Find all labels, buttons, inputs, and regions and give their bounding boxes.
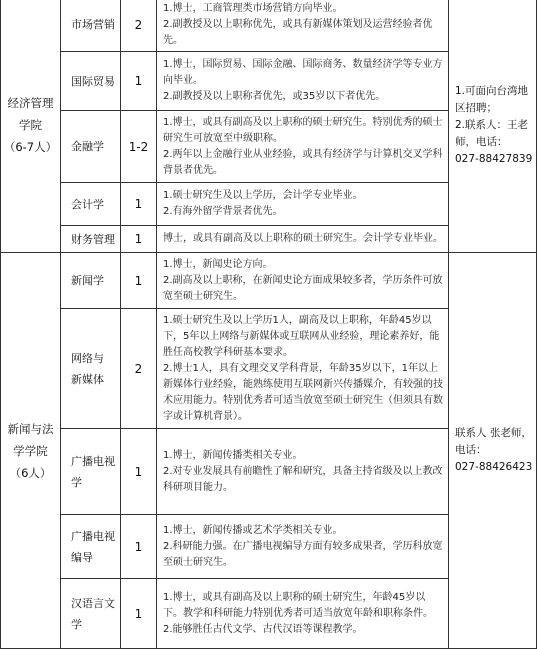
count-cell: 1: [121, 52, 157, 111]
table-row: [1, 253, 537, 309]
major-cell: 网络与 新媒体: [61, 309, 121, 429]
table-row: [1, 0, 537, 52]
count-cell: 1: [121, 429, 157, 515]
count-cell: 2: [121, 309, 157, 429]
count-cell: 1: [121, 183, 157, 226]
major-cell: 会计学: [61, 183, 121, 226]
major-cell: 新闻学: [61, 253, 121, 309]
major-cell: 金融学: [61, 111, 121, 183]
requirement-cell: 1.博士，新闻传播或艺术学类相关专业。 2.科研能力强。在广播电视编导方面有较多成果者，学历科放宽至硕士研究生。: [157, 515, 449, 579]
count-cell: 1: [121, 253, 157, 309]
requirement-cell: 1.博士，新闻史论方向。 2.副高及以上职称，在新闻史论方面成果较多者，学历条件可放宽至硕士研究生。: [157, 253, 449, 309]
count-cell: 1: [121, 579, 157, 649]
major-cell: 汉语言文 学: [61, 579, 121, 649]
count-cell: 2: [121, 0, 157, 52]
contact-cell-economics: 1.可面向台湾地区招聘； 2.联系人：王老师，电话： 027-88427839: [449, 0, 537, 253]
major-cell: 国际贸易: [61, 52, 121, 111]
major-cell: 广播电视 编导: [61, 515, 121, 579]
major-cell: 市场营销: [61, 0, 121, 52]
count-cell: 1-2: [121, 111, 157, 183]
requirement-cell: 1.博士，或具有副高及以上职称的硕士研究生。特别优秀的硕士研究生可放宽至中级职称。 2.两年以上金融行业从业经验，或具有经济学与计算机交叉学科背景者优先。: [157, 111, 449, 183]
requirement-cell: 1.博士，工商管理类市场营销方向毕业。 2.副教授及以上职称优先，或具有新媒体策划及运营经验者优先。: [157, 0, 449, 52]
requirement-cell: 1.硕士研究生及以上学历1人，副高及以上职称，年龄45岁以下，5年以上网络与新媒体或互联网从业经验，理论素养好，能胜任高校教学科研基本要求。 2.博士1人，具有文理交叉学科背景，年龄35岁以下，1年以上新媒体行业经验，能熟练使用互联网新兴传播媒介，有较强的技术应用能力。特别优秀者可适当放宽至硕士研究生（但须具有数字或计算机背景）。: [157, 309, 449, 429]
requirement-cell: 1.博士，国际贸易、国际金融、国际商务、数量经济学等专业方向毕业。 2.副教授及以上职称者优先，或35岁以下者优先。: [157, 52, 449, 111]
college-cell-economics: 经济管理 学院 （6-7人）: [1, 0, 61, 253]
major-cell: 财务管理: [61, 226, 121, 253]
contact-cell-journalism-law: 联系人 张老师， 电话： 027-88426423: [449, 253, 537, 649]
requirement-cell: 1.博士，新闻传播类相关专业。 2.对专业发展具有前瞻性了解和研究，具备主持省级及以上教改科研项目能力。: [157, 429, 449, 515]
college-cell-journalism-law: 新闻与法 学学院 （6人）: [1, 253, 61, 649]
requirement-cell: 博士，或具有副高及以上职称的硕士研究生。会计学专业毕业。: [157, 226, 449, 253]
requirement-cell: 1.博士，或具有副高及以上职称的硕士研究生，年龄45岁以下。教学和科研能力特别优秀者可适当放宽年龄和职称条件。 2.能够胜任古代文学、古代汉语等课程教学。: [157, 579, 449, 649]
requirement-cell: 1.硕士研究生及以上学历，会计学专业毕业。 2.有海外留学背景者优先。: [157, 183, 449, 226]
count-cell: 1: [121, 226, 157, 253]
count-cell: 1: [121, 515, 157, 579]
major-cell: 广播电视 学: [61, 429, 121, 515]
